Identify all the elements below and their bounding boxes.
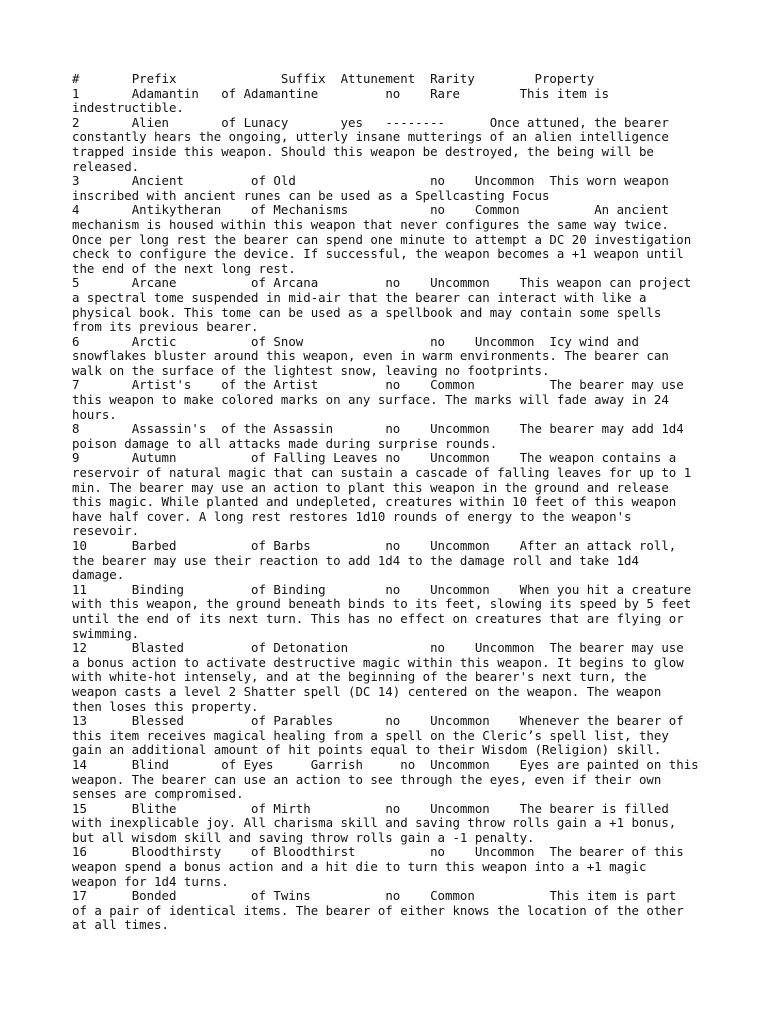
document-line: 2 Alien of Lunacy yes -------- Once attuned, the bearer [72, 114, 669, 130]
document-line: mechanism is housed within this weapon that never configures the same way twice. [72, 216, 669, 232]
document-line: weapon for 1d4 turns. [72, 873, 229, 889]
document-line: 17 Bonded of Twins no Common This item is part [72, 888, 677, 904]
document-line: trapped inside this weapon. Should this weapon be destroyed, the being will be [72, 143, 654, 159]
document-line: check to configure the device. If successful, the weapon becomes a +1 weapon until [72, 246, 684, 262]
document-line: with white-hot intensely, and at the beginning of the bearer's next turn, the [72, 669, 647, 685]
document-line: with inexplicable joy. All charisma skill and saving throw rolls gain a +1 bonus, [72, 815, 677, 831]
document-line: 11 Binding of Binding no Uncommon When you hit a creature [72, 581, 692, 597]
document-line: 14 Blind of Eyes Garrish no Uncommon Eyes are painted on this [72, 756, 699, 772]
document-line: this magic. While planted and undepleted, creatures within 10 feet of this weapon [72, 494, 677, 510]
document-line: at all times. [72, 917, 169, 933]
document-line: a bonus action to activate destructive magic within this weapon. It begins to glow [72, 654, 684, 670]
document-line: 9 Autumn of Falling Leaves no Uncommon The weapon contains a [72, 450, 677, 466]
document-line: physical book. This tome can be used as a spellbook and may contain some spells [72, 304, 662, 320]
document-line: 8 Assassin's of the Assassin no Uncommon The bearer may add 1d4 [72, 421, 684, 437]
document-line: walk on the surface of the lightest snow, leaving no footprints. [72, 362, 550, 378]
document-text [72, 72, 712, 933]
document-line: 3 Ancient of Old no Uncommon This worn weapon [72, 173, 669, 189]
document-line: 13 Blessed of Parables no Uncommon Whenever the bearer of [72, 713, 684, 729]
document-line: 16 Bloodthirsty of Bloodthirst no Uncommon The bearer of this [72, 844, 684, 860]
document-line: inscribed with ancient runes can be used as a Spellcasting Focus [72, 187, 550, 203]
document-line: senses are compromised. [72, 786, 244, 802]
document-line: the bearer may use their reaction to add 1d4 to the damage roll and take 1d4 [72, 552, 639, 568]
document-line: this weapon to make colored marks on any surface. The marks will fade away in 24 [72, 392, 669, 408]
document-line: the end of the next long rest. [72, 260, 296, 276]
document-line: poison damage to all attacks made during surprise rounds. [72, 435, 498, 451]
document-line: with this weapon, the ground beneath binds to its feet, slowing its speed by 5 feet [72, 596, 692, 612]
document-line: 12 Blasted of Detonation no Uncommon The bearer may use [72, 640, 684, 656]
document-line: 1 Adamantin of Adamantine no Rare This item is [72, 85, 610, 101]
document-line: 15 Blithe of Mirth no Uncommon The bearer is filled [72, 800, 669, 816]
document-line: constantly hears the ongoing, utterly insane mutterings of an alien intelligence [72, 129, 669, 145]
document-line: but all wisdom skill and saving throw rolls gain a -1 penalty. [72, 829, 535, 845]
document-line: gain an additional amount of hit points equal to their Wisdom (Religion) skill. [72, 742, 662, 758]
document-line: until the end of its next turn. This has no effect on creatures that are flying or [72, 610, 684, 626]
document-line: 6 Arctic of Snow no Uncommon Icy wind and [72, 333, 639, 349]
document-line: weapon spend a bonus action and a hit die to turn this weapon into a +1 magic [72, 859, 647, 875]
document-line: Once per long rest the bearer can spend one minute to attempt a DC 20 investigation [72, 231, 692, 247]
document-line: have half cover. A long rest restores 1d10 rounds of energy to the weapon's [72, 508, 632, 524]
document-line: damage. [72, 567, 125, 583]
document-line: of a pair of identical items. The bearer of either knows the location of the other [72, 902, 684, 918]
document-line: weapon casts a level 2 Shatter spell (DC 14) centered on the weapon. The weapon [72, 683, 662, 699]
document-line: 7 Artist's of the Artist no Common The bearer may use [72, 377, 684, 393]
document-line: # Prefix Suffix Attunement Rarity Property [72, 71, 595, 86]
document-line: min. The bearer may use an action to plant this weapon in the ground and release [72, 479, 669, 495]
document-line: 5 Arcane of Arcana no Uncommon This weapon can project [72, 275, 692, 291]
document-line: snowflakes bluster around this weapon, even in warm environments. The bearer can [72, 348, 669, 364]
document-line: reservoir of natural magic that can sustain a cascade of falling leaves for up to 1 [72, 465, 692, 481]
document-line: 10 Barbed of Barbs no Uncommon After an attack roll, [72, 538, 677, 553]
document-line: resevoir. [72, 523, 140, 539]
document-line: a spectral tome suspended in mid-air that the bearer can interact with like a [72, 289, 647, 305]
document-line: indestructible. [72, 100, 184, 116]
document-line: this item receives magical healing from a spell on the Cleric’s spell list, they [72, 727, 669, 743]
document-line: from its previous bearer. [72, 319, 259, 335]
document-line: 4 Antikytheran of Mechanisms no Common An ancient [72, 202, 669, 218]
document-line: weapon. The bearer can use an action to see through the eyes, even if their own [72, 771, 662, 787]
document-line: hours. [72, 406, 117, 422]
document-line: released. [72, 158, 140, 174]
document-line: swimming. [72, 625, 140, 641]
document-line: then loses this property. [72, 698, 259, 714]
